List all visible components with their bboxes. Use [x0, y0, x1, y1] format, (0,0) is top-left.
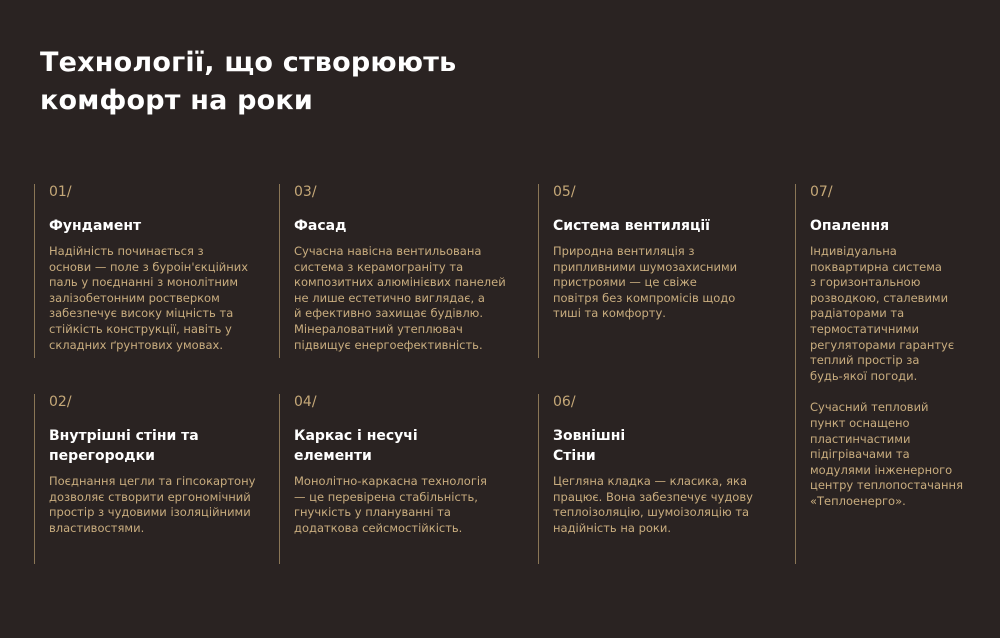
card-text: Індивідуальна поквартирна система з горизонтальною розводкою, сталевими радіаторами та термостатичними регуляторами гарантує теплий простір за будь-якої погоди.	[810, 244, 955, 383]
card-title: Зовнішні Стіни	[553, 428, 626, 464]
card-text-secondary: Сучасний тепловий пункт оснащено пластинчастими підігрівачами та модулями інженерного центру теплопостачання «Теплоенерго».	[810, 400, 963, 508]
card-number: 05/	[553, 184, 576, 200]
card-title: Каркас і несучі елементи	[294, 428, 418, 464]
card-title: Фасад	[294, 218, 347, 234]
card-heating	[795, 184, 995, 564]
card-number: 01/	[49, 184, 72, 200]
card-frame	[279, 394, 524, 564]
card-title: Внутрішні стіни та перегородки	[49, 428, 199, 464]
card-text: Надійність починається з основи — поле з буроін'єкційних паль у поєднанні з монолітним залізобетонним ростверком забезпечує високу міцність та стійкість конструкції, навіть у складних ґрунтових умовах.	[49, 244, 249, 352]
card-title: Система вентиляції	[553, 218, 710, 234]
card-text: Природна вентиляція з припливними шумозахисними пристроями — це свіже повітря без компромісів щодо тиші та комфорту.	[553, 244, 738, 321]
card-exterior-walls	[538, 394, 778, 564]
card-text: Поєднання цегли та гіпсокартону дозволяє створити ергономічний простір з чудовими ізоляційними властивостями.	[49, 474, 256, 535]
card-foundation	[34, 184, 264, 358]
card-interior-walls	[34, 394, 264, 564]
card-text: Цегляна кладка — класика, яка працює. Вона забезпечує чудову теплоізоляцію, шумоізоляцію та надійність на роки.	[553, 474, 753, 535]
card-number: 07/	[810, 184, 833, 200]
page-title: Технології, що створюють комфорт на роки	[40, 47, 457, 116]
card-ventilation	[538, 184, 778, 358]
card-number: 02/	[49, 394, 72, 410]
card-number: 04/	[294, 394, 317, 410]
card-text: Монолітно-каркасна технологія — це перевірена стабільність, гнучкість у плануванні та додаткова сейсмостійкість.	[294, 474, 487, 535]
card-facade	[279, 184, 524, 358]
card-title: Опалення	[810, 218, 890, 234]
card-number: 06/	[553, 394, 576, 410]
card-text: Сучасна навісна вентильована система з керамограніту та композитних алюмінієвих панелей не лише естетично виглядає, а й ефективно захищає будівлю. Мінераловатний утеплювач підвищує енергоефективність.	[294, 244, 506, 352]
card-number: 03/	[294, 184, 317, 200]
card-title: Фундамент	[49, 218, 142, 234]
